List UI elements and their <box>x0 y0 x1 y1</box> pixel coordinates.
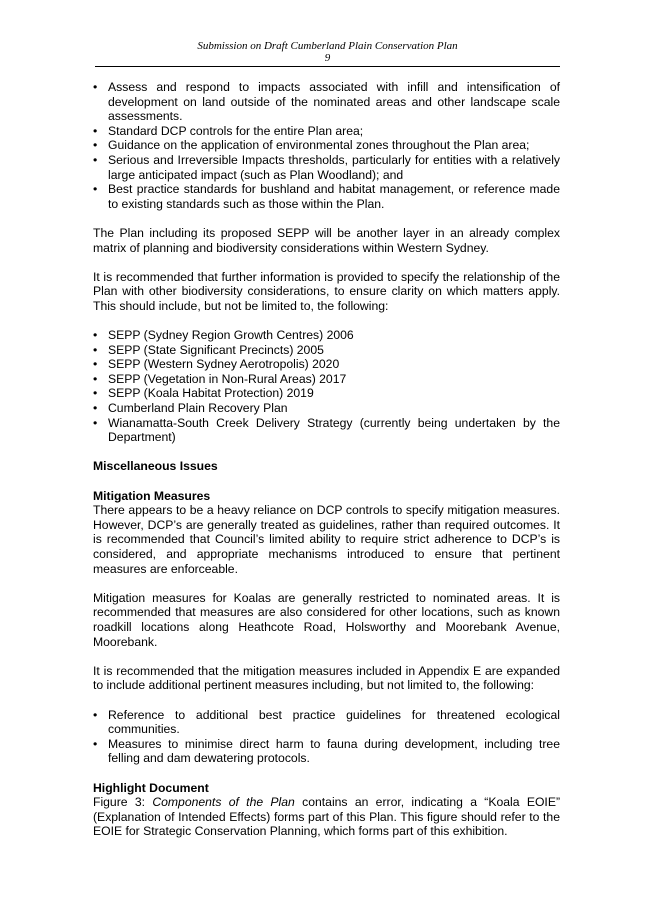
list-item: • SEPP (State Significant Precincts) 2005 <box>93 343 560 358</box>
bullet-list-sepp <box>93 328 560 445</box>
figure-reference: Figure 3: <box>93 795 153 810</box>
list-item: • Wianamatta-South Creek Delivery Strategy (currently being undertaken by the Department) <box>93 416 560 445</box>
list-item: • Serious and Irreversible Impacts thresholds, particularly for entities with a relatively large anticipated impact (such as Plan Woodland); and <box>93 153 560 182</box>
highlight-text: contains an error, indicating a “Koala EOIE” (Explanation of Intended Effects) forms part of this Plan. This figure should refer to the EOIE for Strategic Conservation Planning, which forms part of this exhibition. <box>93 795 561 839</box>
list-item: • SEPP (Koala Habitat Protection) 2019 <box>93 386 560 401</box>
subheading-mitigation: Mitigation Measures <box>93 488 211 503</box>
list-item: • SEPP (Western Sydney Aerotropolis) 2020 <box>93 357 560 372</box>
list-item: • Assess and respond to impacts associated with infill and intensification of development on land outside of the nominated areas and other landscape scale assessments. <box>93 80 560 124</box>
list-item: • Reference to additional best practice guidelines for threatened ecological communities. <box>93 708 560 737</box>
header-title: Submission on Draft Cumberland Plain Conservation Plan <box>197 40 458 52</box>
list-item: • SEPP (Sydney Region Growth Centres) 2006 <box>93 328 560 343</box>
section-heading-misc: Miscellaneous Issues <box>93 459 218 474</box>
paragraph-mitigation-1: There appears to be a heavy reliance on DCP controls to specify mitigation measures. However, DCP’s are generally treated as guidelines, rather than required outcomes. It is recommended that Council’s limited ability to require strict adherence to DCP’s is considered, and appropriate mechanisms introduced to ensure that pertinent measures are enforceable. <box>93 503 560 576</box>
page-header <box>95 40 560 67</box>
bullet-list-requirements <box>93 80 560 211</box>
paragraph-mitigation-3: It is recommended that the mitigation measures included in Appendix E are expanded to include additional pertinent measures including, but not limited to, the following: <box>93 663 560 693</box>
subheading-highlight: Highlight Document <box>93 780 209 795</box>
page-content <box>93 80 560 853</box>
paragraph-recommend-info: It is recommended that further information is provided to specify the relationship of the Plan with other biodiversity considerations, to ensure clarity on which matters apply. This should include, but not be limited to, the following: <box>93 269 560 313</box>
list-item: • SEPP (Vegetation in Non-Rural Areas) 2017 <box>93 372 560 387</box>
list-item: • Measures to minimise direct harm to fauna during development, including tree felling and dam dewatering protocols. <box>93 737 560 766</box>
list-item: • Guidance on the application of environmental zones throughout the Plan area; <box>93 138 560 153</box>
page-number: 9 <box>324 52 331 64</box>
paragraph-highlight <box>93 795 560 839</box>
bullet-list-mitigation <box>93 708 560 766</box>
list-item: • Standard DCP controls for the entire Plan area; <box>93 124 560 139</box>
list-item: • Best practice standards for bushland and habitat management, or reference made to existing standards such as those within the Plan. <box>93 182 560 211</box>
paragraph-mitigation-2: Mitigation measures for Koalas are generally restricted to nominated areas. It is recommended that measures are also considered for other locations, such as known roadkill locations along Heathcote Road, Holsworthy and Moorebank Avenue, Moorebank. <box>93 590 560 649</box>
list-item: • Cumberland Plain Recovery Plan <box>93 401 560 416</box>
paragraph-sepp-layer: The Plan including its proposed SEPP will be another layer in an already complex matrix of planning and biodiversity considerations within Western Sydney. <box>93 225 560 255</box>
figure-title: Components of the Plan <box>152 795 295 810</box>
